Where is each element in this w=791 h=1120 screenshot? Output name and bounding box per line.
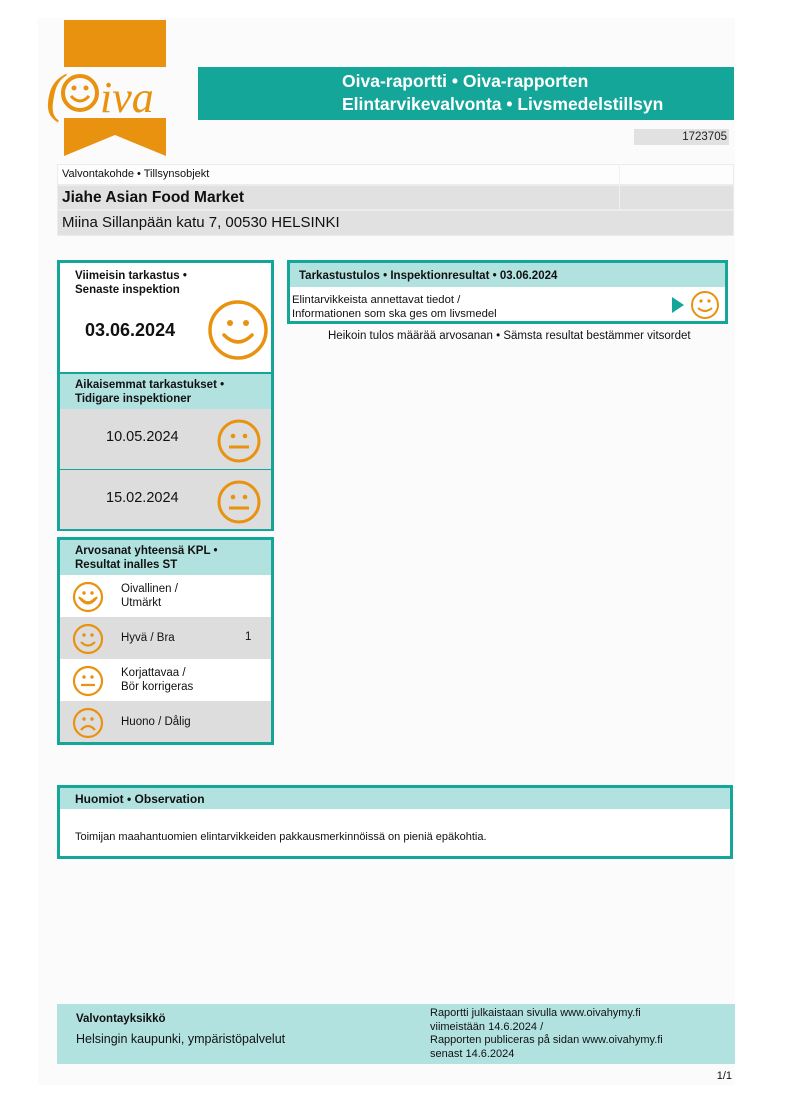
svg-text:(: ( — [46, 63, 64, 123]
inspection-result-header — [290, 263, 725, 287]
latest-inspection-panel — [57, 260, 274, 531]
observation-panel — [57, 785, 733, 859]
rating-totals-panel — [57, 537, 274, 745]
rating-name: Huono / Dålig — [121, 716, 191, 728]
smiley-good-icon — [690, 290, 720, 320]
oiva-smiley-logo-icon — [44, 18, 180, 156]
play-arrow-icon — [672, 297, 684, 313]
rating-row-good — [60, 617, 271, 659]
rating-name-fi: Korjattavaa / — [121, 667, 186, 679]
smiley-neutral-icon — [217, 480, 261, 524]
observation-header — [60, 788, 730, 809]
page-number: 1/1 — [716, 1070, 732, 1082]
previous-inspection-row — [60, 470, 271, 529]
smiley-neutral-icon — [72, 665, 104, 697]
report-title: Oiva-raportti • Oiva-rapporten — [342, 71, 589, 91]
rating-row-needs-correction — [60, 659, 271, 701]
inspection-result-item — [290, 287, 725, 321]
totals-label-sv: Resultat inalles ST — [75, 559, 178, 571]
report-subtitle: Elintarvikevalvonta • Livsmedelstillsyn — [342, 94, 664, 114]
previous-label-sv: Tidigare inspektioner — [75, 393, 192, 405]
inspection-item-label — [292, 293, 497, 321]
latest-inspection-date: 03.06.2024 — [85, 320, 176, 340]
smiley-neutral-icon — [217, 419, 261, 463]
inspection-result-heading: Tarkastustulos • Inspektionresultat • 03.06.2024 — [299, 270, 558, 282]
previous-inspection-row — [60, 409, 271, 470]
inspection-item-fi: Elintarvikkeista annettavat tiedot / — [292, 294, 461, 306]
rating-row-excellent — [60, 575, 271, 617]
rating-row-poor — [60, 701, 271, 742]
rating-name-sv: Bör korrigeras — [121, 681, 194, 693]
smiley-good-icon — [207, 299, 269, 361]
target-address: Miina Sillanpään katu 7, 00530 HELSINKI — [57, 210, 734, 236]
target-label: Valvontakohde • Tillsynsobjekt — [57, 164, 734, 185]
smiley-excellent-icon — [72, 581, 104, 613]
publication-info — [430, 1007, 663, 1061]
latest-inspection-label — [75, 269, 187, 297]
rating-name: Hyvä / Bra — [121, 632, 175, 644]
rating-name — [121, 582, 178, 610]
smiley-good-icon — [72, 623, 104, 655]
svg-text:iva: iva — [100, 73, 154, 122]
oiva-logo — [44, 18, 180, 156]
previous-inspection-date: 15.02.2024 — [106, 490, 179, 506]
publication-line: Rapporten publiceras på sidan www.oivahymy.fi — [430, 1034, 663, 1046]
target-name: Jiahe Asian Food Market — [57, 185, 734, 210]
rating-name-fi: Oivallinen / — [121, 583, 178, 595]
publication-line: Raportti julkaistaan sivulla www.oivahymy.fi — [430, 1007, 641, 1019]
previous-label-fi: Aikaisemmat tarkastukset • — [75, 379, 225, 391]
inspection-result-panel — [287, 260, 728, 324]
totals-label-fi: Arvosanat yhteensä KPL • — [75, 545, 218, 557]
inspection-target — [57, 164, 734, 236]
report-id: 1723705 — [634, 129, 729, 145]
inspection-item-sv: Informationen som ska ges om livsmedel — [292, 308, 497, 320]
latest-label-sv: Senaste inspektion — [75, 284, 180, 296]
publication-line: senast 14.6.2024 — [430, 1047, 515, 1060]
observation-heading: Huomiot • Observation — [75, 792, 205, 806]
supervision-unit-value: Helsingin kaupunki, ympäristöpalvelut — [76, 1032, 286, 1046]
observation-text: Toimijan maahantuomien elintarvikkeiden pakkausmerkinnöissä on pieniä epäkohtia. — [75, 831, 487, 843]
report-title-banner — [198, 67, 734, 120]
rating-rule-note: Heikoin tulos määrää arvosanan • Sämsta resultat bestämmer vitsordet — [328, 330, 691, 342]
smiley-poor-icon — [72, 707, 104, 739]
rating-name-sv: Utmärkt — [121, 597, 162, 609]
rating-totals-header — [60, 540, 271, 575]
previous-inspections-header — [60, 372, 271, 409]
previous-inspection-date: 10.05.2024 — [106, 429, 179, 445]
publication-line: viimeistään 14.6.2024 / — [430, 1020, 544, 1033]
latest-label-fi: Viimeisin tarkastus • — [75, 270, 187, 282]
rating-name — [121, 666, 193, 694]
supervision-unit-label: Valvontayksikkö — [76, 1013, 166, 1025]
rating-count: 1 — [245, 631, 252, 643]
footer — [57, 1004, 735, 1064]
divider — [619, 164, 620, 210]
